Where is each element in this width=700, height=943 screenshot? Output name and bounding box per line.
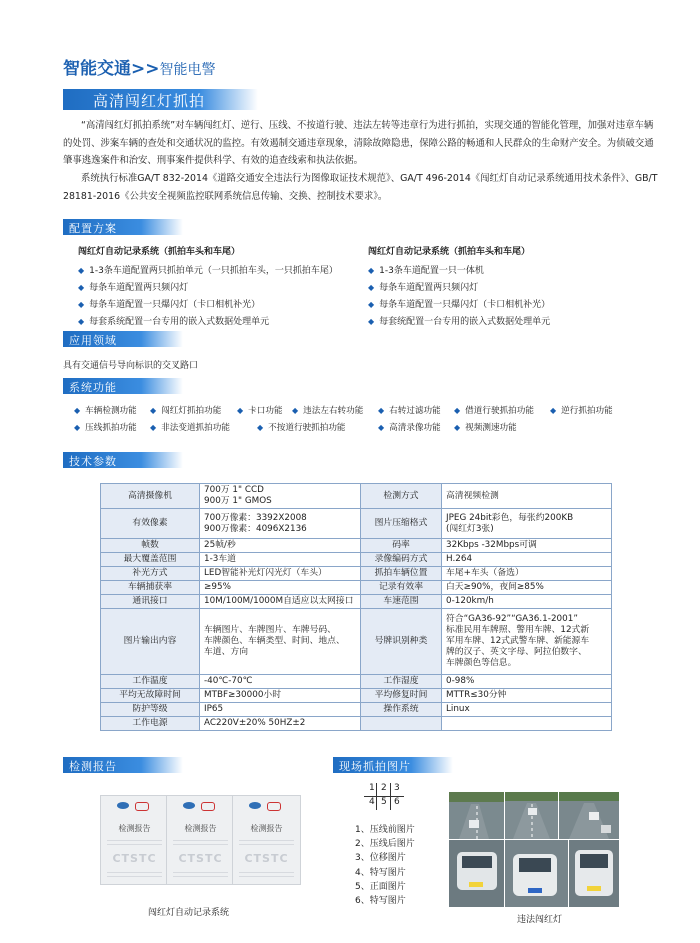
diamond-bullet-icon: ◆ [378,423,385,432]
section-capture-title: 现场抓拍图片 [339,760,411,773]
lab-logo-icon [117,802,129,809]
function-item: ◆ 卡口功能 [237,406,283,416]
spec-key [361,717,442,731]
diamond-bullet-icon: ◆ [237,406,244,415]
spec-value: 0-120km/h [442,595,612,609]
report-certificate-image: 检测报告 CTSTC [232,795,301,885]
config-right-item: ◆ 每条车道配置两只频闪灯 [368,283,479,293]
capture-legend-item: 5、正面图片 [355,881,406,892]
function-item: ◆ 违法左右转功能 [292,406,364,416]
function-item: ◆ 闯红灯抓拍功能 [150,406,222,416]
function-item: ◆ 视频测速功能 [454,423,517,433]
section-functions-title: 系统功能 [69,381,117,394]
capture-legend-item: 3、位移图片 [355,853,406,864]
capture-photo-6 [569,840,619,907]
spec-key: 号牌识别种类 [361,609,442,675]
diamond-bullet-icon: ◆ [368,283,375,292]
spec-key: 录像编码方式 [361,553,442,567]
capture-legend-item: 6、特写图片 [355,896,406,907]
spec-key: 最大覆盖范围 [101,553,200,567]
report-caption: 闯红灯自动记录系统 [148,908,230,918]
spec-key: 帧数 [101,539,200,553]
spec-key: 车辆捕获率 [101,581,200,595]
function-item: ◆ 不按道行驶抓拍功能 [257,423,346,433]
section-capture [333,757,453,773]
spec-value: 700万 1" CCD 900万 1" GMOS [200,484,361,509]
function-item: ◆ 非法变道抓拍功能 [150,423,230,433]
cma-logo-icon [201,802,215,811]
report-certificate-image: 检测报告 CTSTC [100,795,169,885]
diamond-bullet-icon: ◆ [150,423,157,432]
diamond-bullet-icon: ◆ [257,423,264,432]
config-left-item: ◆ 每套系统配置一台专用的嵌入式数据处理单元 [78,317,270,327]
config-right-item: ◆ 每套统配置一台专用的嵌入式数据处理单元 [368,317,551,327]
title-main: 智能交通 [63,59,131,79]
spec-row [101,484,612,509]
spec-value: -40℃-70℃ [200,675,361,689]
spec-value: 0-98% [442,675,612,689]
diamond-bullet-icon: ◆ [368,317,375,326]
intro-paragraph-1: “高清闯红灯抓拍系统”对车辆闯红灯、逆行、压线、不按道行驶、违法左转等违章行为进行抓拍，实现交通的智能化管理，加强对违章车辆的处罚、涉案车辆的查处和交通状况的监控。有效遏制交通违章现象，清除故障隐患，保障公路的畅通和人民群众的生命财产安全。为侦破交通肇事逃逸案件和治安、刑事案件提供科学、有效的追查线索和执法依据。 [63,120,654,166]
function-item: ◆ 压线抓拍功能 [74,423,137,433]
config-right-heading: 闯红灯自动记录系统（抓拍车头和车尾） [368,247,531,257]
spec-value: 符合“GA36-92”“GA36.1-2001” 标准民用车牌照、警用车牌、12式新 军用车牌、12式武警车牌、新能源车 牌的汉子、英文字母、阿拉伯数字、 车牌颜色等信息。 [442,609,612,675]
diamond-bullet-icon: ◆ [292,406,299,415]
spec-key: 平均修复时间 [361,689,442,703]
capture-legend-item: 4、特写图片 [355,867,406,878]
product-banner [63,89,258,110]
diamond-bullet-icon: ◆ [454,406,461,415]
function-item: ◆ 借道行驶抓拍功能 [454,406,534,416]
config-left-heading: 闯红灯自动记录系统（抓拍车头和车尾） [78,247,241,257]
spec-row [101,703,612,717]
diamond-bullet-icon: ◆ [78,266,85,275]
function-item: ◆ 逆行抓拍功能 [550,406,613,416]
spec-value: 32Kbps -32Mbps可调 [442,539,612,553]
spec-value: 25帧/秒 [200,539,361,553]
diamond-bullet-icon: ◆ [368,266,375,275]
spec-key: 平均无故障时间 [101,689,200,703]
spec-value: 700万像素：3392X2008 900万像素：4096X2136 [200,509,361,539]
spec-value: 1-3车道 [200,553,361,567]
cma-logo-icon [135,802,149,811]
diamond-bullet-icon: ◆ [368,300,375,309]
function-item: ◆ 右转过滤功能 [378,406,441,416]
diamond-bullet-icon: ◆ [150,406,157,415]
capture-layout-grid: 1 2 3 4 5 6 [364,783,404,811]
spec-key: 防护等级 [101,703,200,717]
spec-value: IP65 [200,703,361,717]
spec-row [101,689,612,703]
capture-caption: 违法闯红灯 [517,915,563,925]
spec-key: 工作温度 [101,675,200,689]
capture-photo-3 [559,792,619,839]
section-config-title: 配置方案 [69,222,117,235]
spec-value: LED智能补光灯闪光灯（车头） [200,567,361,581]
spec-row [101,553,612,567]
diamond-bullet-icon: ◆ [550,406,557,415]
config-left-item: ◆ 每条车道配置一只爆闪灯（卡口相机补光） [78,300,261,310]
spec-key: 操作系统 [361,703,442,717]
spec-key: 记录有效率 [361,581,442,595]
config-left-item: ◆ 每条车道配置两只频闪灯 [78,283,189,293]
capture-photo-2 [505,792,558,839]
spec-value: 10M/100M/1000M自适应以太网接口 [200,595,361,609]
diamond-bullet-icon: ◆ [78,317,85,326]
function-item: ◆ 车辆检测功能 [74,406,137,416]
spec-value [442,717,612,731]
lab-logo-icon [249,802,261,809]
banner-label: 高清闯红灯抓拍 [93,92,206,110]
capture-legend-item: 1、压线前图片 [355,825,415,835]
section-application-title: 应用领域 [69,334,117,347]
capture-photo-5 [505,840,568,907]
spec-row [101,567,612,581]
title-arrows: >> [131,59,160,79]
section-tech-title: 技术参数 [69,455,117,468]
spec-row [101,595,612,609]
section-tech [63,452,183,468]
lab-logo-icon [183,802,195,809]
spec-value: 车辆图片、车牌图片、车牌号码、 车牌颜色、车辆类型、时间、地点、 车道、方向 [200,609,361,675]
spec-row [101,717,612,731]
section-application [63,331,183,347]
diamond-bullet-icon: ◆ [78,300,85,309]
config-left-item: ◆ 1-3条车道配置两只抓拍单元（一只抓拍车头，一只抓拍车尾） [78,266,338,276]
capture-legend [355,823,415,908]
spec-row [101,609,612,675]
function-item: ◆ 高清录像功能 [378,423,441,433]
spec-key: 图片压缩格式 [361,509,442,539]
section-report-title: 检测报告 [69,760,117,773]
spec-key: 通讯接口 [101,595,200,609]
capture-legend-item: 2、压线后图片 [355,839,415,850]
config-right-item: ◆ 每条车道配置一只爆闪灯（卡口相机补光） [368,300,551,310]
spec-row [101,675,612,689]
spec-row [101,581,612,595]
spec-value: 高清视频检测 [442,484,612,509]
config-right-item: ◆ 1-3条车道配置一只一体机 [368,266,484,276]
spec-value: MTTR≤30分钟 [442,689,612,703]
spec-key: 车速范围 [361,595,442,609]
spec-value: 白天≥90%，夜间≥85% [442,581,612,595]
cma-logo-icon [267,802,281,811]
diamond-bullet-icon: ◆ [78,283,85,292]
section-report [63,757,183,773]
spec-value: MTBF≥30000小时 [200,689,361,703]
spec-value: Linux [442,703,612,717]
spec-value: AC220V±20% 50HZ±2 [200,717,361,731]
spec-key: 工作电源 [101,717,200,731]
report-certificate-image: 检测报告 CTSTC [166,795,235,885]
application-text: 具有交通信号导向标识的交叉路口 [63,361,199,371]
spec-key: 图片输出内容 [101,609,200,675]
diamond-bullet-icon: ◆ [74,423,81,432]
spec-key: 高清摄像机 [101,484,200,509]
spec-value: JPEG 24bit彩色，每张约200KB (闯红灯3张) [442,509,612,539]
spec-key: 检测方式 [361,484,442,509]
spec-key: 有效像素 [101,509,200,539]
spec-row [101,509,612,539]
spec-value: ≥95% [200,581,361,595]
intro-paragraph-2: 系统执行标准GA/T 832-2014《道路交通安全违法行为图像取证技术规范》、GA/T 496-2014《闯红灯自动记录系统通用技术条件》、GB/T 28181-2016《公共安全视频监控联网系统信息传输、交换、控制技术要求》。 [63,173,658,202]
title-sub: 智能电警 [159,62,216,78]
page-title [63,54,216,79]
capture-photo-1 [449,792,504,839]
spec-value: H.264 [442,553,612,567]
spec-key: 工作湿度 [361,675,442,689]
section-config [63,219,183,235]
section-functions [63,378,183,394]
spec-key: 码率 [361,539,442,553]
diamond-bullet-icon: ◆ [378,406,385,415]
spec-key: 补光方式 [101,567,200,581]
diamond-bullet-icon: ◆ [74,406,81,415]
spec-value: 车尾+车头（备选） [442,567,612,581]
diamond-bullet-icon: ◆ [454,423,461,432]
spec-table [100,483,612,731]
spec-row [101,539,612,553]
capture-photo-4 [449,840,504,907]
spec-key: 抓拍车辆位置 [361,567,442,581]
